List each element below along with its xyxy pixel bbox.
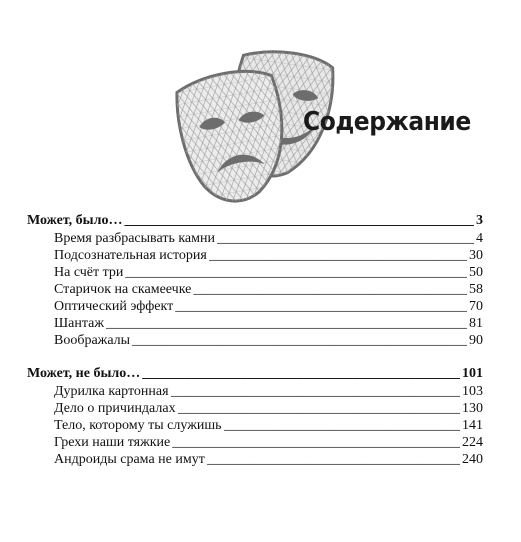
toc-entry[interactable]	[27, 315, 483, 332]
toc-entry[interactable]	[27, 434, 483, 451]
toc-entry[interactable]	[27, 230, 483, 247]
dot-leader	[172, 434, 460, 451]
toc-section-heading[interactable]	[27, 212, 483, 229]
toc-entry-title: Старичок на скамеечке	[54, 282, 192, 297]
toc-heading-page: 3	[476, 213, 483, 228]
toc-entry-page: 4	[476, 231, 483, 246]
toc-entry-title: Время разбрасывать камни	[54, 231, 215, 246]
toc-entry-page: 130	[462, 401, 483, 416]
toc-entry-page: 50	[469, 265, 483, 280]
toc-entry-title: Грехи наши тяжкие	[54, 435, 171, 450]
toc-section	[27, 212, 483, 349]
table-of-contents	[27, 212, 483, 468]
toc-entry[interactable]	[27, 400, 483, 417]
toc-entry[interactable]	[27, 298, 483, 315]
toc-entry[interactable]	[27, 264, 483, 281]
toc-entry-page: 224	[462, 435, 483, 450]
dot-leader	[209, 247, 467, 264]
toc-entry-title: Оптический эффект	[54, 299, 174, 314]
toc-entry-title: Подсознательная история	[54, 248, 207, 263]
toc-entry-page: 103	[462, 384, 483, 399]
dot-leader	[142, 365, 460, 382]
toc-entry-title: Дурилка картонная	[54, 384, 169, 399]
dot-leader	[124, 212, 474, 229]
dot-leader	[178, 400, 460, 417]
dot-leader	[132, 332, 467, 349]
toc-entry[interactable]	[27, 417, 483, 434]
dot-leader	[171, 383, 460, 400]
toc-entry[interactable]	[27, 451, 483, 468]
toc-entry-page: 240	[462, 452, 483, 467]
toc-entry[interactable]	[27, 332, 483, 349]
toc-heading-page: 101	[462, 366, 483, 381]
dot-leader	[106, 315, 467, 332]
dot-leader	[224, 417, 460, 434]
toc-entry-title: Воображалы	[54, 333, 131, 348]
toc-entry-page: 81	[469, 316, 483, 331]
toc-section-heading[interactable]	[27, 365, 483, 382]
page-title: Содержание	[303, 107, 471, 137]
dot-leader	[193, 281, 467, 298]
toc-entry-page: 58	[469, 282, 483, 297]
toc-entry[interactable]	[27, 383, 483, 400]
toc-entry-title: Андроиды срама не имут	[54, 452, 205, 467]
toc-entry-page: 141	[462, 418, 483, 433]
toc-entry-page: 70	[469, 299, 483, 314]
toc-heading-title: Может, не было…	[27, 366, 141, 381]
toc-entry-page: 90	[469, 333, 483, 348]
toc-entry-title: Тело, которому ты служишь	[54, 418, 222, 433]
toc-section	[27, 365, 483, 468]
dot-leader	[125, 264, 467, 281]
toc-entry-title: Дело о причиндалах	[54, 401, 176, 416]
dot-leader	[175, 298, 467, 315]
toc-entry-title: Шантаж	[54, 316, 105, 331]
toc-entry-title: На счёт три	[54, 265, 124, 280]
toc-entry-page: 30	[469, 248, 483, 263]
toc-entry[interactable]	[27, 247, 483, 264]
dot-leader	[207, 451, 460, 468]
toc-heading-title: Может, было…	[27, 213, 123, 228]
toc-entry[interactable]	[27, 281, 483, 298]
dot-leader	[217, 230, 474, 247]
